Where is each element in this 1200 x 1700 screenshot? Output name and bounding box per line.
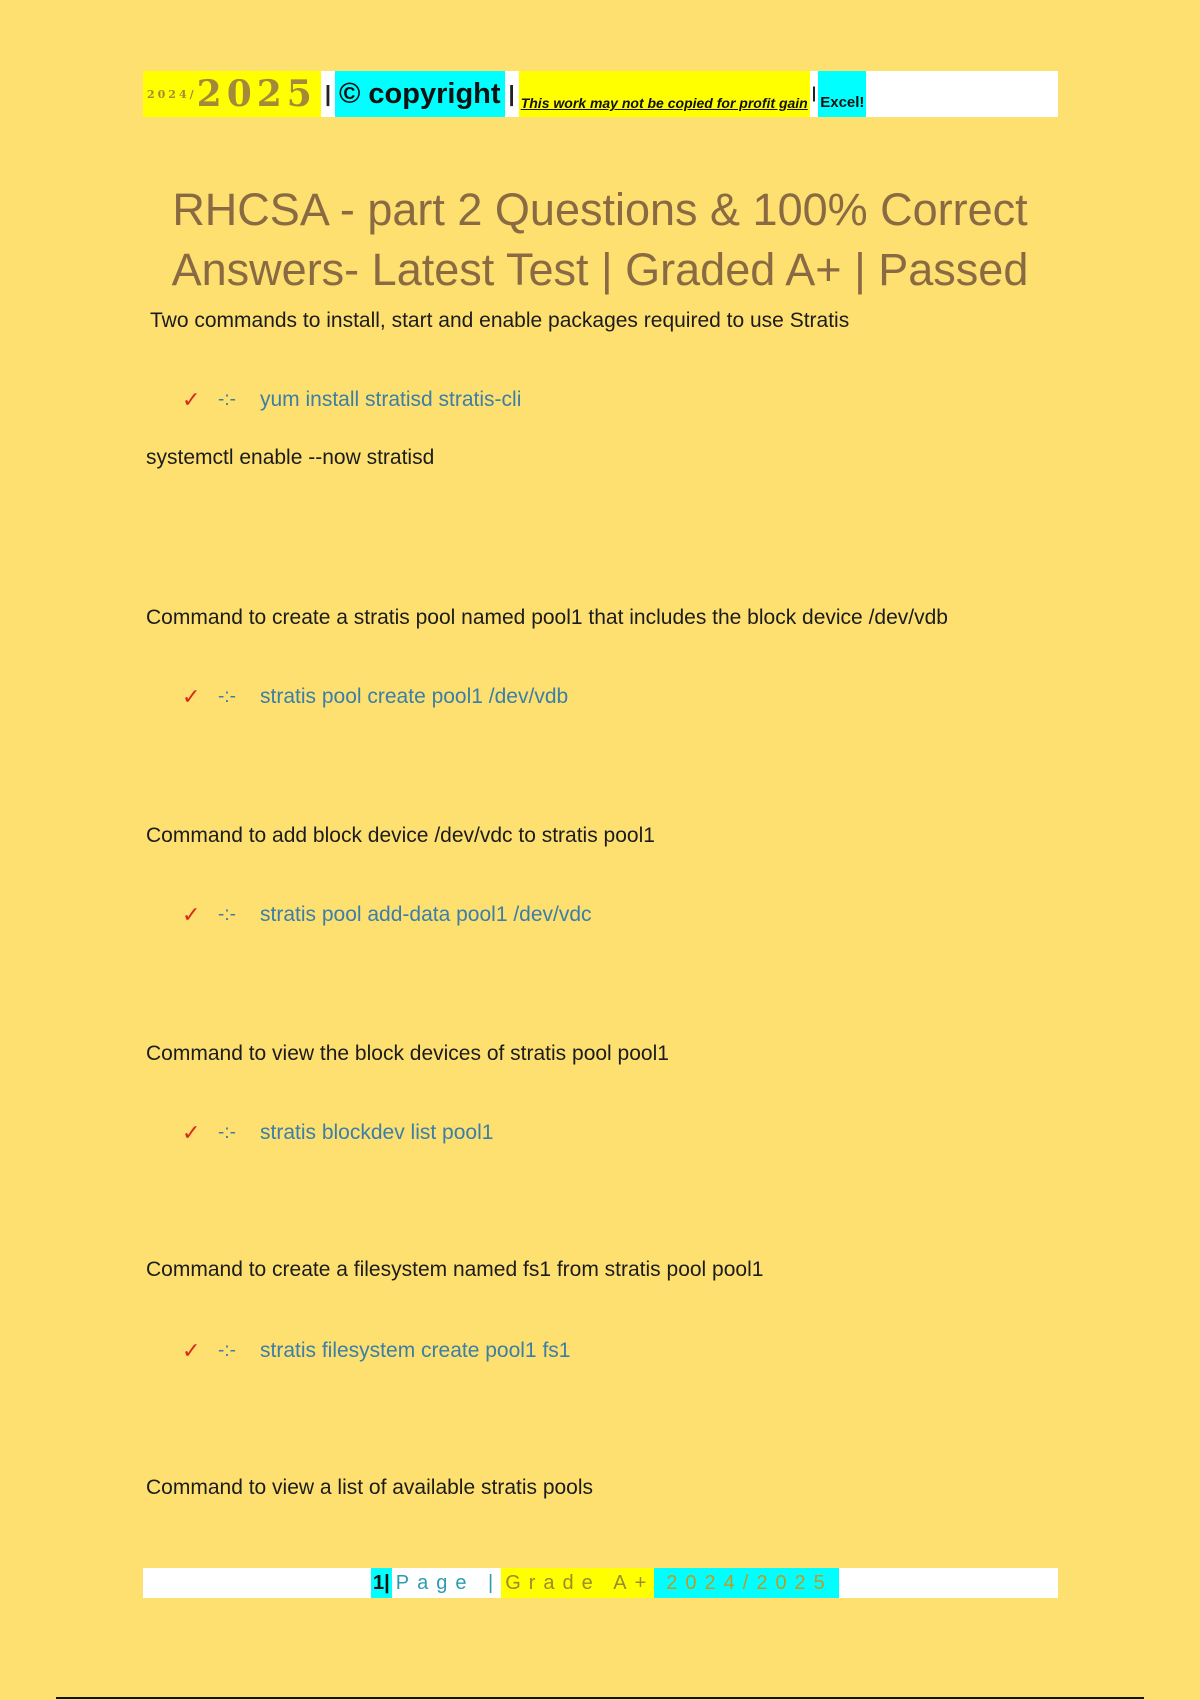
document-title: RHCSA - part 2 Questions & 100% Correct Answers- Latest Test | Graded A+ | Passed — [171, 184, 1029, 295]
footer-content — [371, 1568, 839, 1598]
header-year — [143, 71, 321, 117]
answer-marker: -:- — [218, 389, 236, 410]
checkmark-icon: ✓ — [182, 684, 201, 709]
answer-text: stratis pool add-data pool1 /dev/vdc — [260, 903, 592, 926]
question-text: Command to create a stratis pool named pool1 that includes the block device /dev/vdb — [146, 606, 948, 629]
answer-text: stratis blockdev list pool1 — [260, 1121, 494, 1144]
question-text: Command to view a list of available stratis pools — [146, 1476, 594, 1499]
header-copy-note: This work may not be copied for profit gain — [519, 71, 810, 117]
header-separator: | — [811, 85, 817, 102]
header-copyright: © copyright — [335, 71, 505, 117]
header-year-big: 2025 — [196, 73, 317, 115]
header-banner — [143, 71, 1058, 117]
checkmark-icon: ✓ — [182, 1120, 201, 1145]
answer-item — [182, 902, 592, 928]
question-text: Two commands to install, start and enable packages required to use Stratis — [150, 309, 850, 332]
footer-year: 2024/2025 — [654, 1568, 839, 1598]
header-year-small: 2024/ — [147, 87, 197, 101]
header-separator: | — [324, 81, 331, 106]
answer-text: stratis filesystem create pool1 fs1 — [260, 1339, 571, 1362]
page-footer — [143, 1568, 1058, 1598]
page-number-value: 1 — [373, 1571, 385, 1594]
answer-item — [182, 1120, 493, 1146]
footer-separator: | — [384, 1571, 390, 1594]
question-text: Command to create a filesystem named fs1 from stratis pool pool1 — [146, 1258, 764, 1281]
page-number — [371, 1568, 392, 1598]
answer-item — [182, 684, 568, 710]
answer-marker: -:- — [218, 904, 236, 925]
answer-marker: -:- — [218, 1122, 236, 1143]
answer-item — [182, 1338, 570, 1364]
grade-label: Grade A+ — [501, 1568, 654, 1598]
checkmark-icon: ✓ — [182, 902, 201, 927]
question-text: Command to view the block devices of stratis pool pool1 — [146, 1042, 669, 1065]
answer-text: stratis pool create pool1 /dev/vdb — [260, 685, 569, 708]
answer-continuation: systemctl enable --now stratisd — [146, 446, 435, 469]
header-separator: | — [508, 81, 515, 106]
checkmark-icon: ✓ — [182, 1338, 201, 1363]
answer-text: yum install stratisd stratis-cli — [260, 388, 522, 411]
bottom-rule — [56, 1697, 1144, 1699]
answer-item — [182, 387, 521, 413]
question-text: Command to add block device /dev/vdc to stratis pool1 — [146, 824, 655, 847]
header-excel: Excel! — [818, 71, 866, 117]
checkmark-icon: ✓ — [182, 387, 201, 412]
page-label: Page | — [395, 1571, 502, 1594]
answer-marker: -:- — [218, 1340, 236, 1361]
answer-marker: -:- — [218, 686, 236, 707]
